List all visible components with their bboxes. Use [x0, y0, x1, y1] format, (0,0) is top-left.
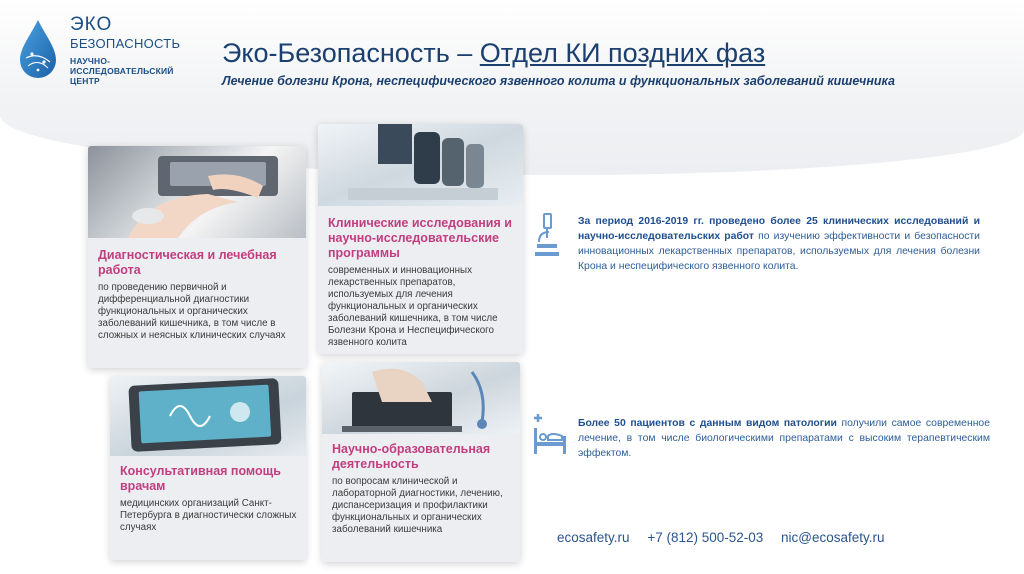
phone-number[interactable]: +7 (812) 500-52-03 [647, 530, 764, 545]
website-link[interactable]: ecosafety.ru [557, 530, 630, 545]
page-title-underlined: Отдел КИ поздних фаз [479, 38, 766, 68]
email-link[interactable]: nic@ecosafety.ru [781, 530, 885, 545]
research-summary [578, 214, 980, 274]
logo-line-2: БЕЗОПАСНОСТЬ [70, 36, 181, 51]
card-text: по проведению первичной и дифференциальной диагностики функциональных и органических заболеваний кишечника, в том числе в сложных и неясных клинических случаях [98, 282, 286, 341]
microscope-illustration-icon [318, 124, 523, 206]
laptop-photo [322, 362, 520, 434]
card-clinical-research [318, 124, 523, 354]
drop-logo-icon [18, 18, 58, 80]
research-summary-bold: За период 2016-2019 гг. проведено более 25 клинических исследований и научно-исследовательских работ [578, 216, 980, 242]
card-title: Клинические исследования и научно-исследовательские программы [328, 216, 512, 260]
logo [18, 14, 188, 94]
card-education [322, 362, 520, 562]
patients-summary-bold: Более 50 пациентов с данным видом патологии [578, 418, 837, 429]
laptop-illustration-icon [322, 362, 520, 434]
card-title: Диагностическая и лечебная работа [98, 248, 277, 277]
logo-line-4: ИССЛЕДОВАТЕЛЬСКИЙ [70, 66, 174, 76]
patients-summary-text: получили самое современное лечение, в том числе биологическими препаратами с высоким терапевтическим эффектом. [578, 418, 990, 459]
card-title: Научно-образовательная деятельность [332, 442, 491, 471]
card-text: современных и инновационных лекарственных препаратов, используемых для лечения функциональных и органических заболеваний кишечника, в том числе Болезни Крона и Неспецифического язвенного колита [328, 265, 498, 348]
page-title [222, 38, 765, 69]
tablet-photo [110, 376, 306, 456]
card-consulting [110, 376, 306, 560]
card-text: медицинских организаций Санкт-Петербурга в диагностически сложных случаях [120, 498, 297, 533]
page-subtitle: Лечение болезни Крона, неспецифического язвенного колита и функциональных заболеваний кишечника [222, 74, 895, 88]
ultrasound-illustration-icon [88, 146, 306, 238]
tablet-illustration-icon [110, 376, 306, 456]
card-title: Консультативная помощь врачам [120, 464, 281, 493]
logo-line-5: ЦЕНТР [70, 76, 100, 86]
contacts [557, 530, 899, 545]
microscope-icon [533, 212, 561, 260]
card-diagnostics [88, 146, 306, 368]
page-title-plain: Эко-Безопасность – [222, 38, 480, 68]
patients-summary [578, 416, 990, 461]
card-text: по вопросам клинической и лабораторной диагностики, лечению, диспансеризация и профилактики функциональных и органических заболеваний кишечника [332, 476, 503, 535]
microscope-photo [318, 124, 523, 206]
research-summary-text: по изучению эффективности и безопасности инновационных лекарственных препаратов, используемых для лечения болезни Крона и неспецифического язвенного колита. [578, 231, 980, 272]
logo-line-1: ЭКО [70, 14, 113, 35]
hospital-bed-icon [532, 412, 568, 458]
ultrasound-photo [88, 146, 306, 238]
logo-line-3: НАУЧНО- [70, 56, 111, 66]
